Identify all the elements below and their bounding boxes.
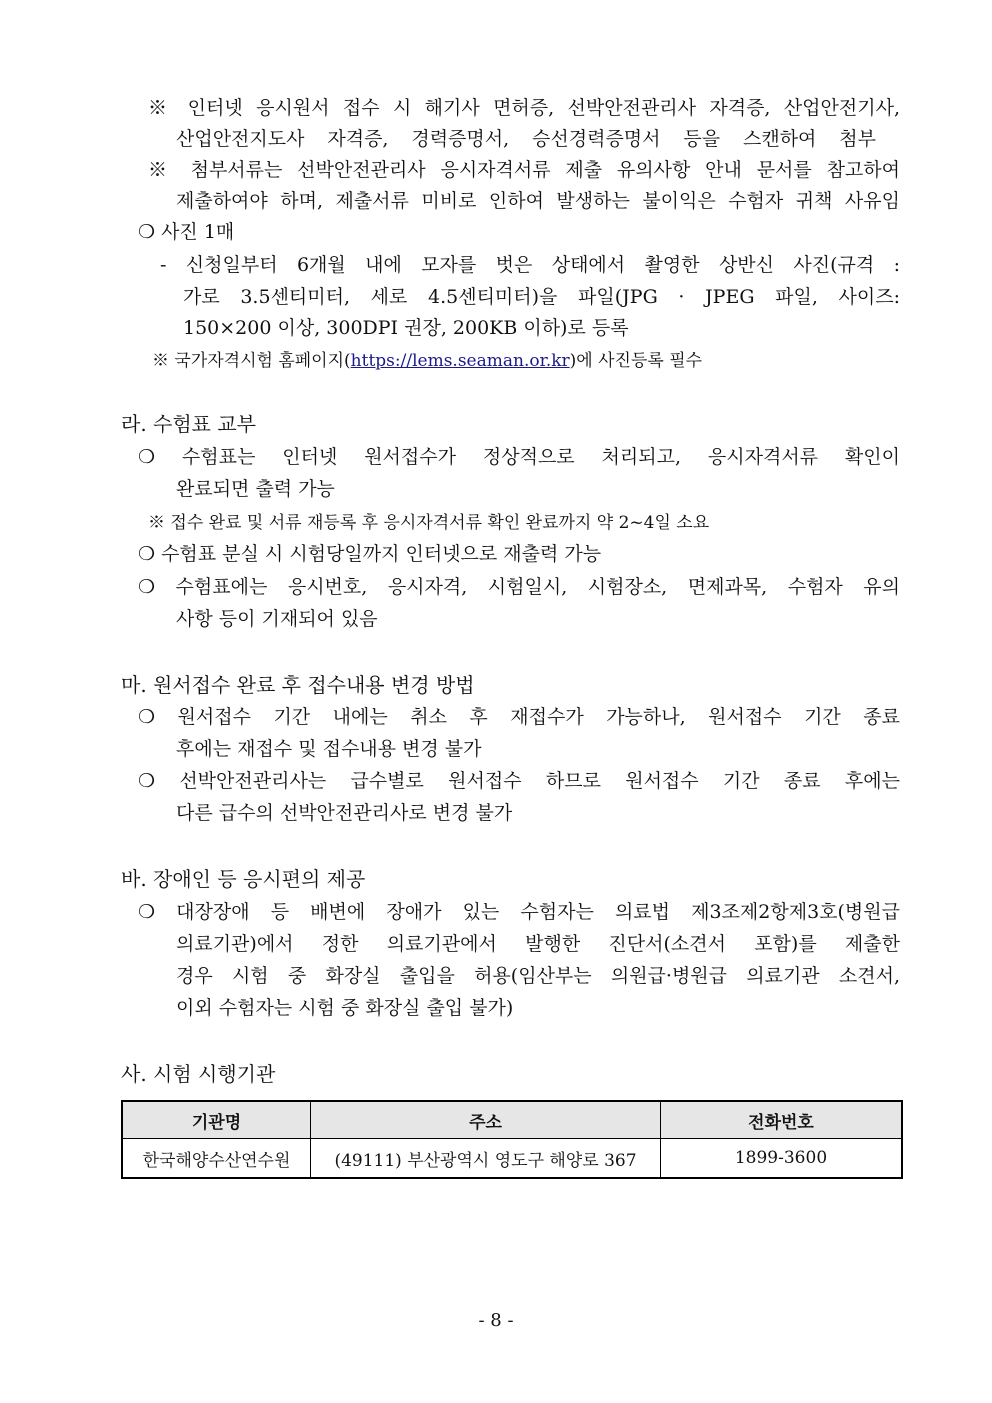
header-phone: 전화번호	[661, 1101, 903, 1139]
ra-bullet-2: ❍ 수험표 분실 시 시험당일까지 인터넷으로 재출력 가능	[138, 543, 602, 565]
ba-bullet-1-line-1: ❍ 대장장애 등 배변에 장애가 있는 수험자는 의료법 제3조제2항제3호(병원급	[138, 901, 900, 923]
cell-phone: 1899-3600	[661, 1139, 903, 1179]
ra-note: ※ 접수 완료 및 서류 재등록 후 응시자격서류 확인 완료까지 약 2~4일 소요	[148, 513, 710, 533]
attachment-note-1-line-1: ※ 인터넷 응시원서 접수 시 해기사 면허증, 선박안전관리사 자격증, 산업안전기사,	[148, 97, 900, 119]
ba-bullet-1-line-4: 이외 수험자는 시험 중 화장실 출입 불가)	[176, 997, 514, 1019]
ba-bullet-1-line-2: 의료기관)에서 정한 의료기관에서 발행한 진단서(소견서 포함)를 제출한	[176, 933, 900, 955]
table-header-row	[122, 1101, 902, 1139]
ra-bullet-3-line-2: 사항 등이 기재되어 있음	[176, 608, 378, 630]
ma-bullet-2-line-1: ❍ 선박안전관리사는 급수별로 원서접수 하므로 원서접수 기간 종료 후에는	[138, 770, 900, 792]
attachment-note-2-line-2: 제출하여야 하며, 제출서류 미비로 인하여 발생하는 불이익은 수험자 귀책 사유임	[176, 190, 900, 212]
cell-address: (49111) 부산광역시 영도구 해양로 367	[311, 1139, 661, 1179]
photo-detail-line-3: 150×200 이상, 300DPI 권장, 200KB 이하)로 등록	[183, 317, 629, 339]
ma-bullet-1-line-2: 후에는 재접수 및 접수내용 변경 불가	[176, 738, 482, 760]
ra-bullet-1-line-2: 완료되면 출력 가능	[176, 478, 335, 500]
section-heading-ra: 라. 수험표 교부	[121, 412, 256, 436]
photo-detail-line-2: 가로 3.5센티미터, 세로 4.5센티미터)을 파일(JPG · JPEG 파일, 사이즈:	[183, 286, 900, 308]
ma-bullet-2-line-2: 다른 급수의 선박안전관리사로 변경 불가	[176, 802, 513, 824]
section-heading-ma: 마. 원서접수 완료 후 접수내용 변경 방법	[121, 673, 475, 697]
attachment-note-2-line-1: ※ 첨부서류는 선박안전관리사 응시자격서류 제출 유의사항 안내 문서를 참고하여	[148, 159, 900, 181]
section-heading-ba: 바. 장애인 등 응시편의 제공	[121, 867, 366, 891]
table-row	[122, 1139, 902, 1179]
photo-detail-line-1: - 신청일부터 6개월 내에 모자를 벗은 상태에서 촬영한 상반신 사진(규격 :	[160, 254, 900, 276]
ma-bullet-1-line-1: ❍ 원서접수 기간 내에는 취소 후 재접수가 가능하나, 원서접수 기간 종료	[138, 706, 900, 728]
ba-bullet-1-line-3: 경우 시험 중 화장실 출입을 허용(임산부는 의원급·병원급 의료기관 소견서,	[176, 965, 900, 987]
institution-table	[121, 1100, 903, 1179]
ra-bullet-1-line-1: ❍ 수험표는 인터넷 원서접수가 정상적으로 처리되고, 응시자격서류 확인이	[138, 446, 900, 468]
photo-note: ※ 국가자격시험 홈페이지(https://lems.seaman.or.kr)에 사진등록 필수	[152, 351, 703, 371]
homepage-link[interactable]: https://lems.seaman.or.kr	[350, 351, 570, 371]
header-name: 기관명	[122, 1101, 311, 1139]
photo-bullet: ❍ 사진 1매	[138, 221, 235, 243]
cell-name: 한국해양수산연수원	[122, 1139, 311, 1179]
section-heading-sa: 사. 시험 시행기관	[121, 1062, 276, 1086]
header-address: 주소	[311, 1101, 661, 1139]
attachment-note-1-line-2: 산업안전지도사 자격증, 경력증명서, 승선경력증명서 등을 스캔하여 첨부	[176, 128, 876, 150]
page-number: - 8 -	[478, 1310, 514, 1331]
ra-bullet-3-line-1: ❍ 수험표에는 응시번호, 응시자격, 시험일시, 시험장소, 면제과목, 수험자 유의	[138, 576, 900, 598]
